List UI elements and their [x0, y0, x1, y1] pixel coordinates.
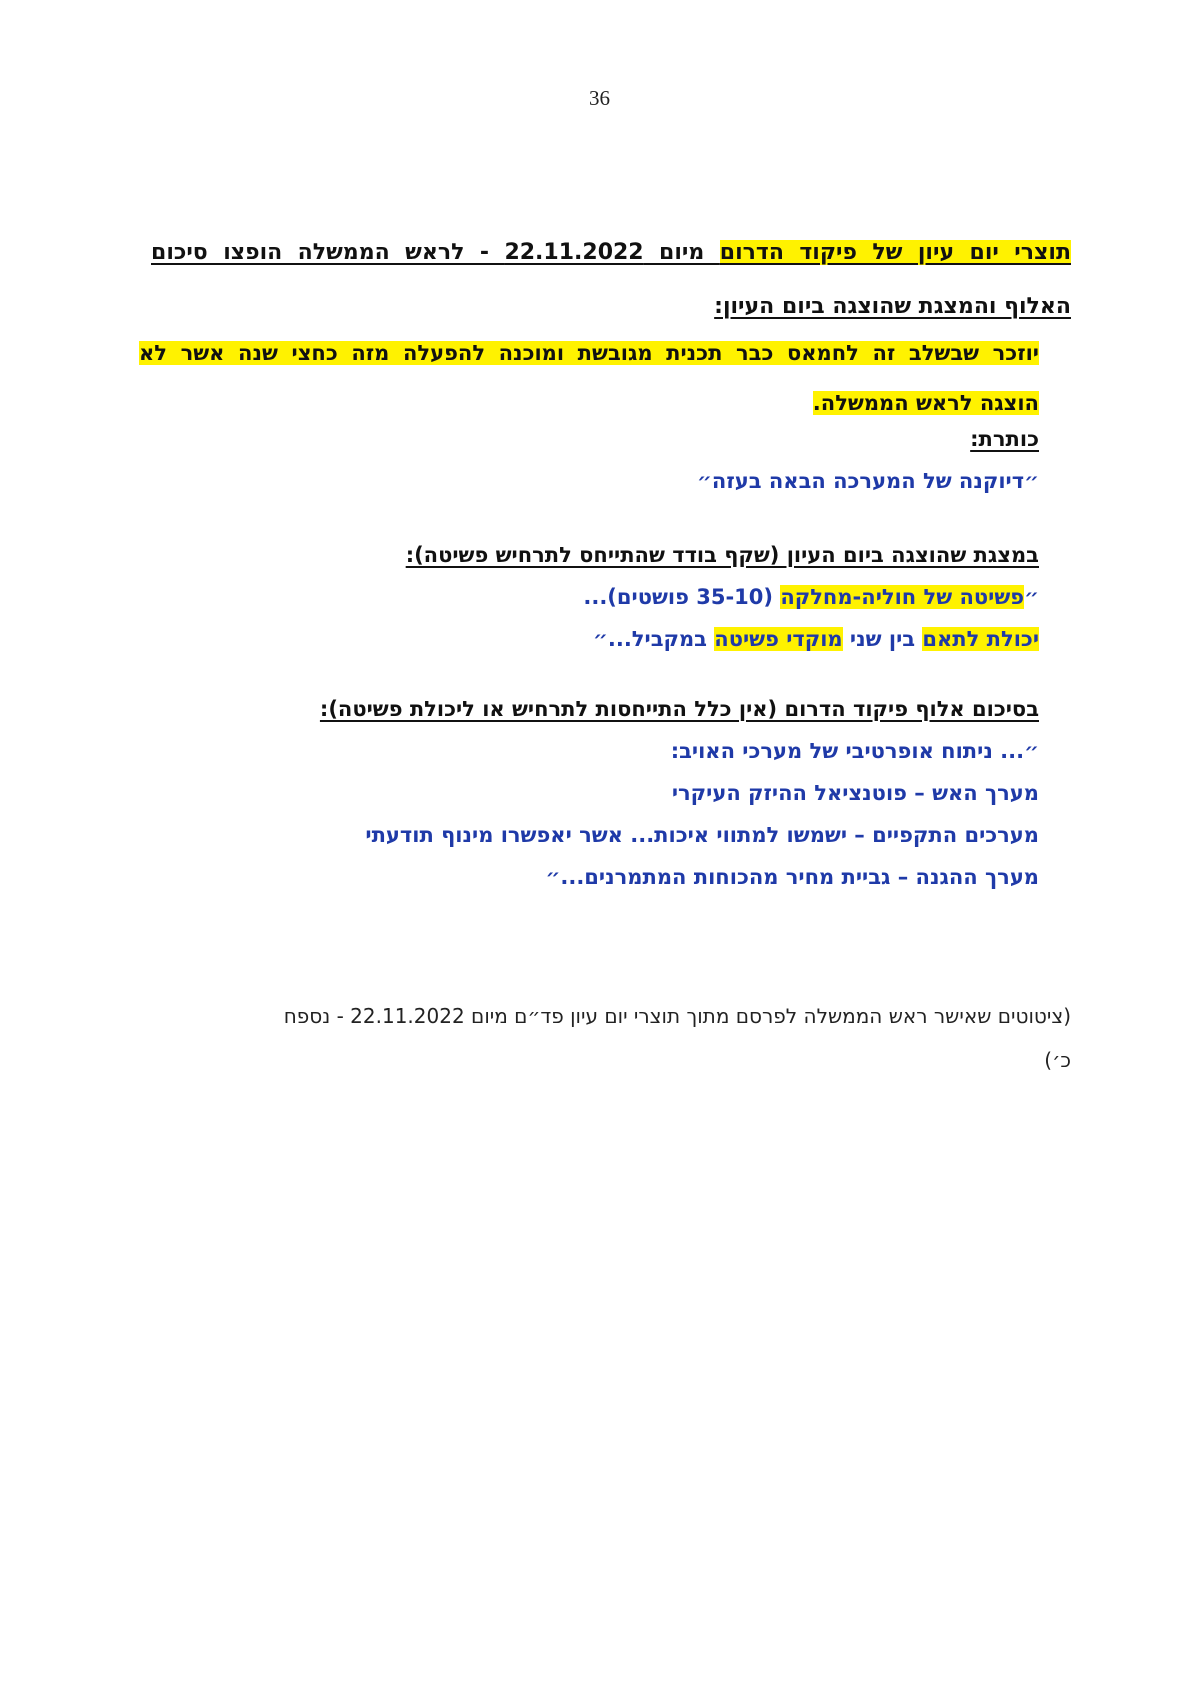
- title-quote: ״דיוקנה של המערכה הבאה בעזה״: [697, 469, 1039, 493]
- presentation-highlight-3: מוקדי פשיטה: [714, 627, 843, 651]
- intro-paragraph: [139, 328, 1039, 428]
- intro-line-2: הוצגה לראש הממשלה.: [812, 391, 1039, 415]
- citation-line-1: (ציטוטים שאישר ראש הממשלה לפרסם מתוך תוצרי יום עיון פד״ם מיום 22.11.2022 - נספח: [283, 1004, 1071, 1028]
- summary-line: מערך ההגנה – גביית מחיר מהכוחות המתמרנים...״: [545, 865, 1039, 889]
- heading-line-2: האלוף והמצגת שהוצגה ביום העיון:: [714, 294, 1071, 319]
- presentation-line-2: יכולת לתאם בין שני מוקדי פשיטה במקביל...״: [592, 627, 1039, 651]
- page-number: 36: [589, 86, 610, 110]
- citation-line-2: כ׳): [1044, 1048, 1071, 1072]
- title-label: כותרת:: [970, 427, 1039, 451]
- summary-label: בסיכום אלוף פיקוד הדרום (אין כלל התייחסות לתרחיש או ליכולת פשיטה):: [319, 697, 1039, 721]
- title-section: [179, 418, 1039, 502]
- presentation-line-1: ״פשיטה של חוליה-מחלקה (35-10 פושטים)...: [583, 585, 1039, 609]
- summary-line: ״... ניתוח אופרטיבי של מערכי האויב:: [670, 739, 1039, 763]
- heading-line-1-rest: מיום 22.11.2022 - לראש הממשלה הופצו סיכום: [151, 240, 720, 265]
- summary-line: מערך האש – פוטנציאל ההיזק העיקרי: [671, 781, 1039, 805]
- presentation-highlight-1: פשיטה של חוליה-מחלקה: [780, 585, 1025, 609]
- summary-line: מערכים התקפיים – ישמשו למתווי איכות... אשר יאפשרו מינוף תודעתי: [365, 823, 1039, 847]
- summary-section: [179, 688, 1039, 898]
- citation-note: [151, 994, 1071, 1082]
- presentation-highlight-2: יכולת לתאם: [922, 627, 1039, 651]
- section-heading: [151, 226, 1071, 334]
- intro-line-1: יוזכר שבשלב זה לחמאס כבר תכנית מגובשת ומוכנה להפעלה מזה כחצי שנה אשר לא: [139, 341, 1039, 365]
- presentation-label: במצגת שהוצגה ביום העיון (שקף בודד שהתייחס לתרחיש פשיטה):: [405, 543, 1039, 567]
- heading-highlight: תוצרי יום עיון של פיקוד הדרום: [719, 240, 1071, 265]
- presentation-section: [179, 534, 1039, 660]
- heading-line-1: [151, 226, 1071, 280]
